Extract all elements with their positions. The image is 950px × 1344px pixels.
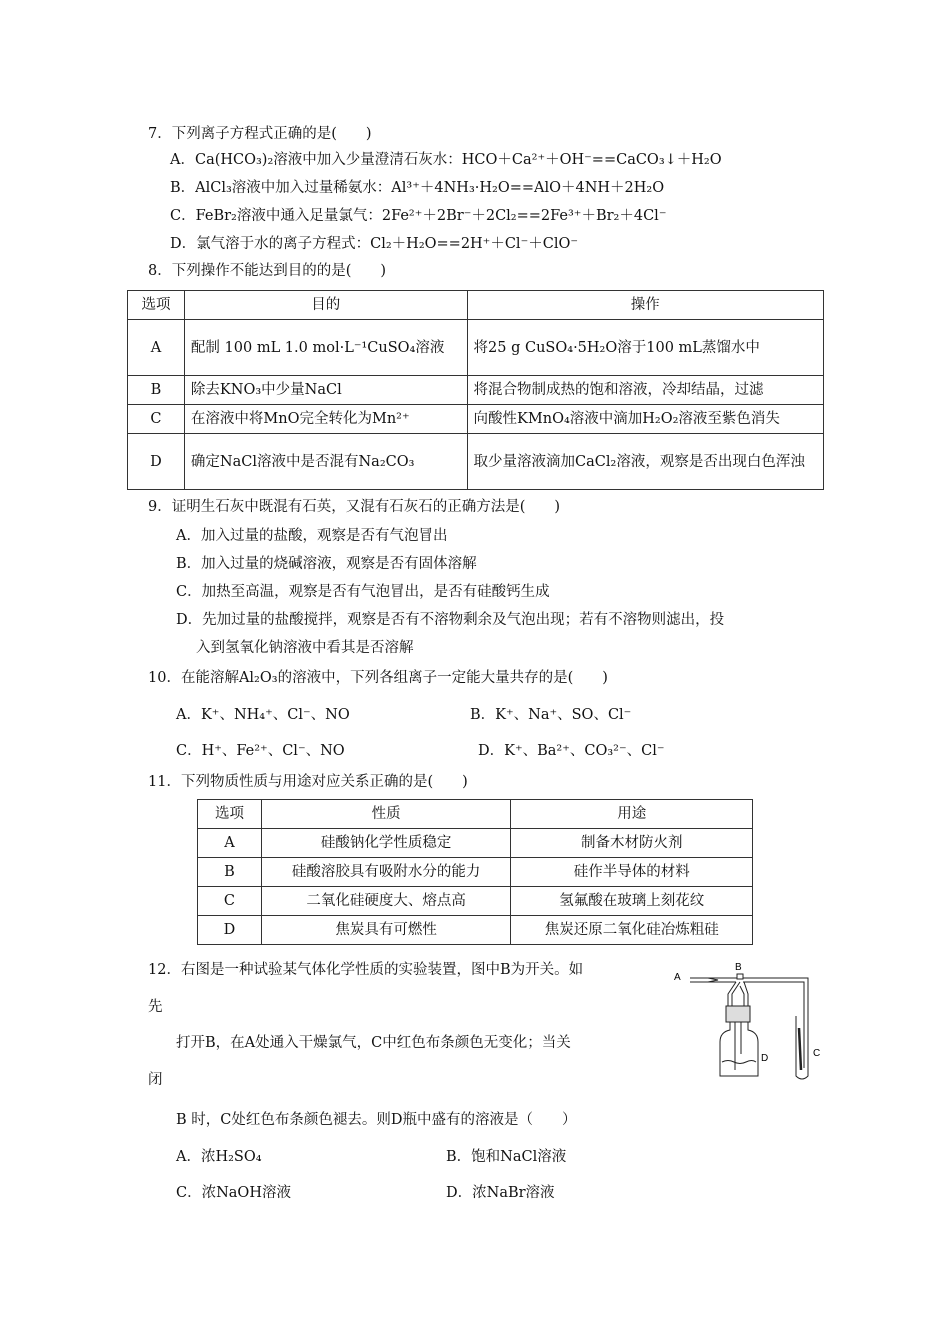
q12-option-d: D．浓NaBr溶液 — [446, 1185, 555, 1201]
table-row — [198, 887, 753, 916]
table-cell: 硅作半导体的材料 — [511, 858, 753, 887]
stopper-icon — [726, 1006, 750, 1022]
q12-line1-wrap: 先 — [148, 999, 163, 1015]
table-row — [128, 434, 824, 490]
table-cell: C — [128, 405, 185, 434]
q8-stem: 8．下列操作不能达到目的的是( ) — [148, 263, 387, 279]
q12-line2-wrap: 闭 — [148, 1072, 163, 1088]
label-b: B — [735, 962, 742, 973]
table-cell: D — [128, 434, 185, 490]
table-cell: 制备木材防火剂 — [511, 829, 753, 858]
table-cell: 在溶液中将MnO完全转化为Mn²⁺ — [184, 405, 467, 434]
q9-option-b: B．加入过量的烧碱溶液，观察是否有固体溶解 — [176, 556, 477, 572]
table-cell: A — [128, 320, 185, 376]
label-d: D — [761, 1053, 769, 1064]
q8-table — [127, 290, 824, 490]
table-cell: 除去KNO₃中少量NaCl — [184, 376, 467, 405]
table-cell: 取少量溶液滴加CaCl₂溶液，观察是否出现白色浑浊 — [467, 434, 823, 490]
q7-option-a: A．Ca(HCO₃)₂溶液中加入少量澄清石灰水：HCO＋Ca²⁺＋OH⁻==CaCO₃↓＋H₂O — [170, 152, 722, 168]
table-row — [198, 829, 753, 858]
q9-option-a: A．加入过量的盐酸，观察是否有气泡冒出 — [176, 528, 448, 544]
arrow-icon — [708, 978, 718, 982]
table-cell: B — [198, 858, 262, 887]
header-cell: 选项 — [198, 800, 262, 829]
table-cell: B — [128, 376, 185, 405]
table-cell: 将混合物制成热的饱和溶液，冷却结晶，过滤 — [467, 376, 823, 405]
q11-stem: 11．下列物质性质与用途对应关系正确的是( ) — [148, 774, 468, 790]
q12-option-c: C．浓NaOH溶液 — [176, 1185, 291, 1201]
table-row — [128, 320, 824, 376]
q9-option-d-line1: D．先加过量的盐酸搅拌，观察是否有不溶物剩余及气泡出现；若有不溶物则滤出，投 — [176, 612, 725, 628]
q7-option-d: D．氯气溶于水的离子方程式：Cl₂＋H₂O==2H⁺＋Cl⁻＋ClO⁻ — [170, 236, 578, 252]
q12-option-b: B．饱和NaCl溶液 — [446, 1149, 567, 1165]
table-cell: 硅酸溶胶具有吸附水分的能力 — [261, 858, 511, 887]
q12-option-a: A．浓H₂SO₄ — [176, 1149, 262, 1165]
gas-apparatus-diagram — [668, 958, 838, 1083]
table-row — [128, 376, 824, 405]
label-a: A — [674, 972, 681, 983]
q10-option-b: B．K⁺、Na⁺、SO、Cl⁻ — [470, 707, 632, 723]
q12-line3: B 时，C处红色布条颜色褪去。则D瓶中盛有的溶液是（ ） — [176, 1112, 577, 1128]
table-cell: C — [198, 887, 262, 916]
header-cell: 性质 — [261, 800, 511, 829]
switch-icon — [737, 974, 743, 979]
q7-stem: 7．下列离子方程式正确的是( ) — [148, 126, 372, 142]
q12-line2: 打开B，在A处通入干燥氯气，C中红色布条颜色无变化；当关 — [176, 1035, 571, 1051]
q11-table — [197, 799, 753, 945]
table-cell: 氢氟酸在玻璃上刻花纹 — [511, 887, 753, 916]
header-cell: 选项 — [128, 291, 185, 320]
table-cell: D — [198, 916, 262, 945]
q10-option-d: D．K⁺、Ba²⁺、CO₃²⁻、Cl⁻ — [478, 743, 665, 759]
q9-option-c: C．加热至高温，观察是否有气泡冒出，是否有硅酸钙生成 — [176, 584, 550, 600]
table-row — [198, 858, 753, 887]
table-row — [198, 916, 753, 945]
header-cell: 用途 — [511, 800, 753, 829]
table-cell: 确定NaCl溶液中是否混有Na₂CO₃ — [184, 434, 467, 490]
q7-option-b: B．AlCl₃溶液中加入过量稀氨水：Al³⁺＋4NH₃·H₂O==AlO＋4NH＋2H₂O — [170, 180, 665, 196]
table-cell: 硅酸钠化学性质稳定 — [261, 829, 511, 858]
table-header-row — [128, 291, 824, 320]
table-cell: 焦炭还原二氧化硅冶炼粗硅 — [511, 916, 753, 945]
q10-option-c: C．H⁺、Fe²⁺、Cl⁻、NO — [176, 743, 345, 759]
table-row — [128, 405, 824, 434]
q9-option-d-line2: 入到氢氧化钠溶液中看其是否溶解 — [196, 640, 414, 656]
header-cell: 目的 — [184, 291, 467, 320]
table-cell: 将25 g CuSO₄·5H₂O溶于100 mL蒸馏水中 — [467, 320, 823, 376]
label-c: C — [813, 1048, 821, 1059]
table-cell: 向酸性KMnO₄溶液中滴加H₂O₂溶液至紫色消失 — [467, 405, 823, 434]
q9-stem: 9．证明生石灰中既混有石英，又混有石灰石的正确方法是( ) — [148, 499, 561, 515]
q7-option-c: C．FeBr₂溶液中通入足量氯气：2Fe²⁺＋2Br⁻＋2Cl₂==2Fe³⁺＋Br₂＋4Cl⁻ — [170, 208, 667, 224]
table-cell: 二氧化硅硬度大、熔点高 — [261, 887, 511, 916]
q10-stem: 10．在能溶解Al₂O₃的溶液中，下列各组离子一定能大量共存的是( ) — [148, 670, 608, 686]
table-cell: A — [198, 829, 262, 858]
q12-line1: 12．右图是一种试验某气体化学性质的实验装置，图中B为开关。如 — [148, 962, 584, 978]
table-cell: 配制 100 mL 1.0 mol·L⁻¹CuSO₄溶液 — [184, 320, 467, 376]
header-cell: 操作 — [467, 291, 823, 320]
table-cell: 焦炭具有可燃性 — [261, 916, 511, 945]
table-header-row — [198, 800, 753, 829]
q10-option-a: A．K⁺、NH₄⁺、Cl⁻、NO — [176, 707, 350, 723]
